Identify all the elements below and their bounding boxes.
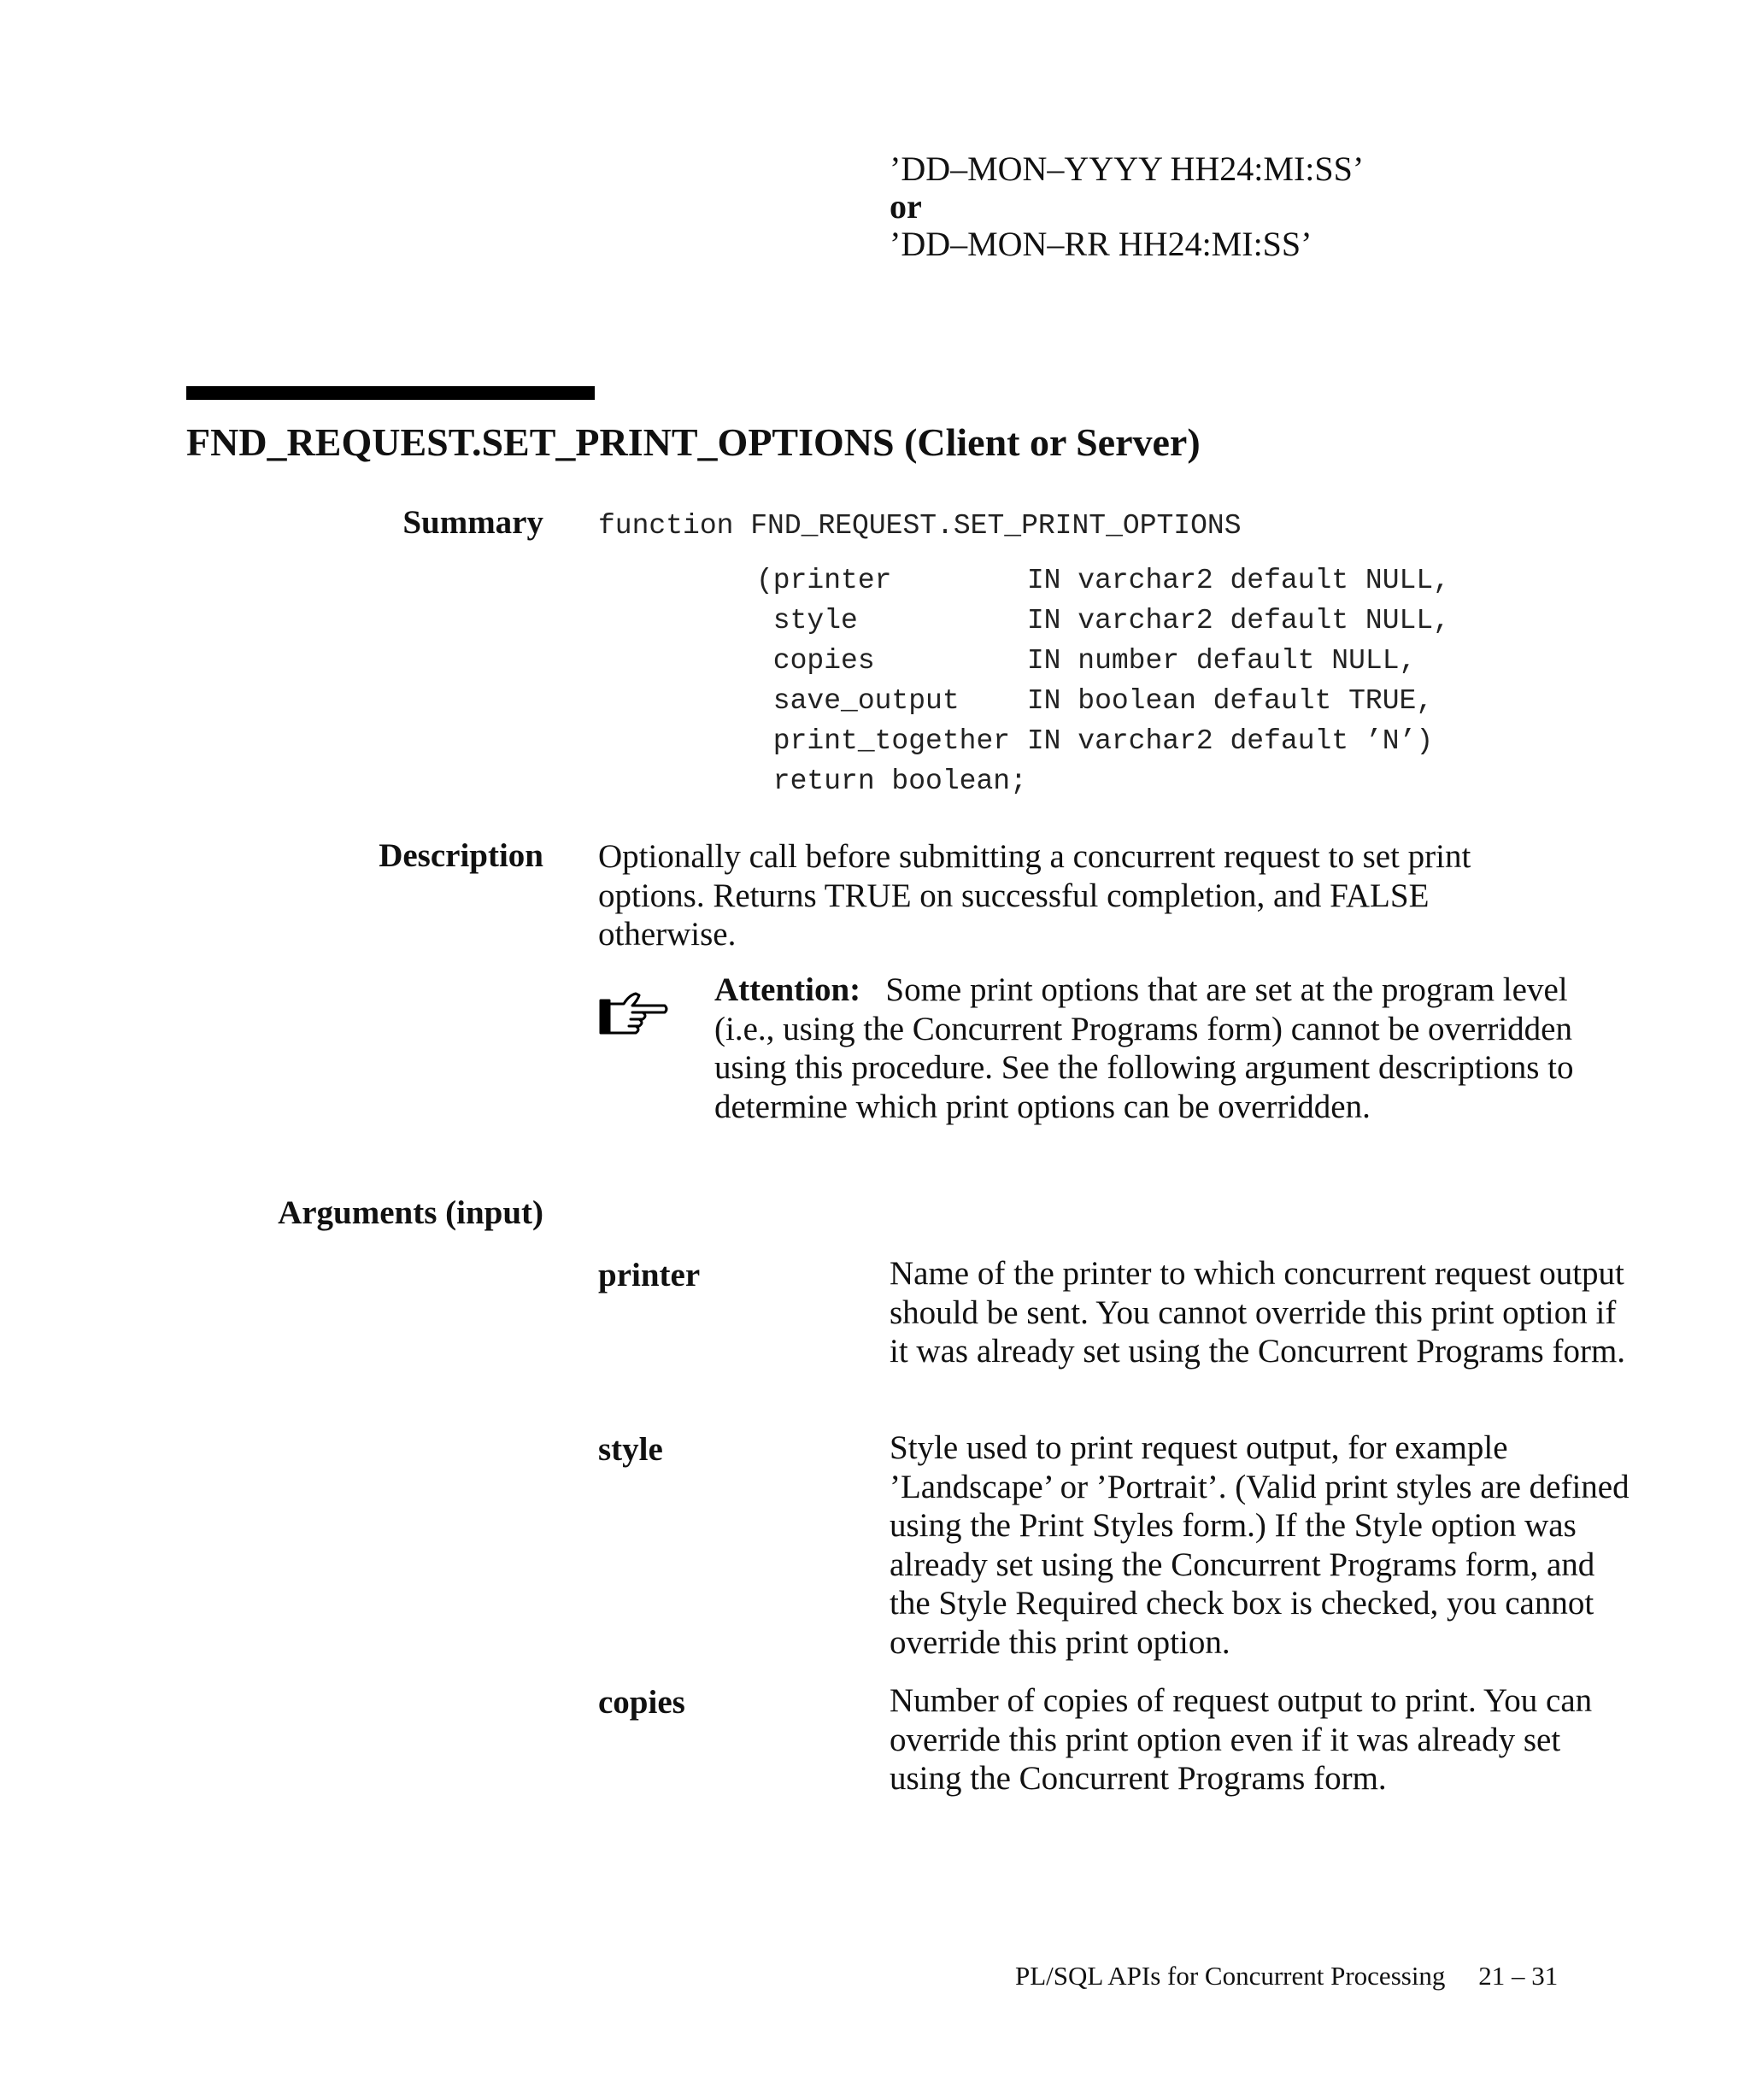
attention-label: Attention: (714, 971, 861, 1008)
section-title: FND_REQUEST.SET_PRINT_OPTIONS (Client or Server) (186, 420, 1201, 464)
argument-name-copies: copies (598, 1684, 685, 1721)
page-footer (1015, 1959, 1558, 1993)
argument-desc-printer: Name of the printer to which concurrent request output should be sent. You cannot override this print option if it was already set using the Concurrent Programs form. (890, 1255, 1626, 1370)
summary-label: Summary (402, 504, 543, 541)
page-number: 21 – 31 (1478, 1961, 1559, 1991)
arguments-label: Arguments (input) (278, 1194, 543, 1231)
function-parameters: (printer IN varchar2 default NULL, style IN varchar2 default NULL, copies IN number default NULL, save_output IN boolean default TRUE, print_together IN varchar2 default ’N’) return boolean; (756, 565, 1450, 797)
date-format-line-1: ’DD–MON–YYYY HH24:MI:SS’ (890, 150, 1365, 188)
attention-text: Some print options that are set at the program level (i.e., using the Concurrent Programs form) cannot be overridden using this procedure. See the following argument descriptions to determine which print options can be overridden. (714, 971, 1574, 1125)
footer-title: PL/SQL APIs for Concurrent Processing (1015, 1961, 1446, 1991)
argument-name-printer: printer (598, 1257, 701, 1293)
date-format-or: or (890, 187, 922, 226)
function-signature: function FND_REQUEST.SET_PRINT_OPTIONS (598, 510, 1242, 542)
argument-desc-style: Style used to print request output, for example ’Landscape’ or ’Portrait’. (Valid print styles are defined using the Print Styles form.) If the Style option was already set using the Concurrent Programs form, and the Style Required check box is checked, you cannot override this print option. (890, 1429, 1630, 1661)
description-text: Optionally call before submitting a concurrent request to set print options. Returns TRUE on successful completion, and FALSE otherwise. (598, 838, 1471, 953)
pointing-hand-icon (598, 988, 670, 1040)
argument-name-style: style (598, 1431, 663, 1468)
attention-note (714, 971, 1620, 1126)
argument-desc-copies: Number of copies of request output to print. You can override this print option even if it was already set using the Concurrent Programs form. (890, 1682, 1593, 1797)
section-rule (186, 386, 595, 400)
description-label: Description (379, 837, 543, 874)
date-format-line-2: ’DD–MON–RR HH24:MI:SS’ (890, 225, 1312, 263)
